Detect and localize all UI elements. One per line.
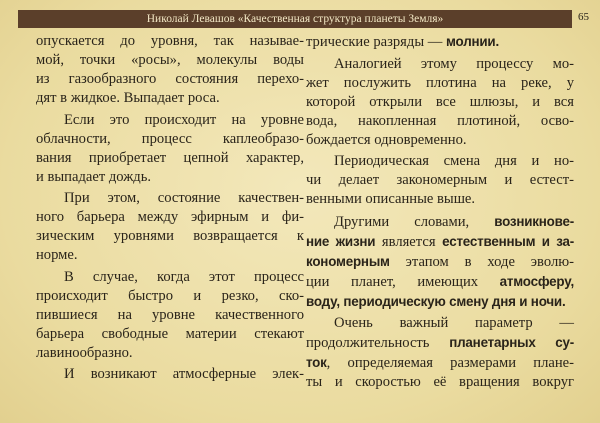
text-line: В случае, когда этот процесс [64, 268, 304, 285]
text-span: , определяемая размерами плане- [326, 355, 574, 371]
text-span: продолжительность [306, 335, 430, 351]
highlight-term: молнии. [446, 34, 499, 49]
text-line: жет послужить плотина на реке, у [306, 74, 574, 91]
highlight-term: кономерным [306, 253, 390, 269]
page-number: 65 [578, 11, 589, 23]
highlight-term: воду, периодическую смену дня и ночи. [306, 293, 566, 309]
highlight-term: атмосферу, [499, 273, 574, 289]
text-line [306, 292, 574, 312]
text-line: И возникают атмосферные элек- [64, 366, 304, 382]
text-line: чи делает закономерным и естест- [306, 172, 574, 188]
text-span: ции планет, имеющих [306, 273, 479, 290]
text-line [306, 353, 574, 373]
header-title: Николай Левашов «Качественная структура планеты Земля» [146, 13, 444, 25]
text-line: дят в жидкое. Выпадает роса. [36, 90, 220, 106]
text-line: пившиеся на уровне качественного [36, 306, 304, 323]
paragraph [306, 55, 574, 150]
paragraph [306, 152, 574, 209]
highlight-term: ние жизни [306, 233, 376, 249]
text-line [306, 32, 574, 52]
text-line [306, 272, 574, 292]
text-line: облачности, процесс каплеобразо- [36, 130, 304, 147]
right-column [306, 32, 574, 392]
text-line [306, 252, 574, 272]
text-span: трические разряды — [306, 34, 443, 50]
paragraph [306, 212, 574, 312]
text-line: ты и скоростью её вращения вокруг [306, 374, 574, 390]
text-line: опускается до уровня, так называе- [36, 33, 304, 49]
paragraph [306, 32, 574, 52]
text-line: Периодическая смена дня и но- [334, 153, 574, 169]
text-line: происходит быстро и резко, ско- [36, 287, 304, 304]
left-column [36, 32, 304, 384]
text-line [306, 232, 574, 252]
text-line: бождается одновременно. [306, 131, 467, 148]
text-line: вания приобретает цепной характер, [36, 149, 304, 166]
paragraph [36, 32, 304, 108]
text-line: из газообразного состояния перехо- [36, 71, 304, 87]
text-span: Другими словами, [334, 213, 470, 230]
text-line: венными описанные выше. [306, 191, 476, 207]
highlight-term: естественным и за- [442, 233, 575, 249]
paragraph [36, 189, 304, 265]
text-line: Аналогией этому процессу мо- [334, 55, 574, 72]
text-line: Если это происходит на уровне [64, 111, 304, 128]
text-line: норме. [36, 247, 78, 263]
text-span: является [381, 233, 436, 250]
text-line: зическим уровнями возвращается к [36, 228, 304, 244]
text-line [306, 212, 574, 232]
running-header [18, 10, 572, 28]
paragraph [306, 314, 574, 392]
paragraph [36, 268, 304, 363]
text-span: этапом в ходе эволю- [405, 253, 574, 270]
highlight-term: планетарных су- [449, 335, 574, 350]
highlight-term: возникнове- [494, 213, 574, 229]
text-line: и выпадает дождь. [36, 168, 152, 185]
paragraph [36, 111, 304, 187]
text-line: При этом, состояние качествен- [64, 190, 304, 206]
text-line: барьера свободные материи стекают [36, 325, 304, 342]
text-line [306, 333, 574, 353]
text-line: лавинообразно. [36, 344, 133, 361]
text-line: ного барьера между эфирным и фи- [36, 209, 304, 225]
text-line: вода, накопленная плотиной, осво- [306, 112, 574, 129]
highlight-term: ток [306, 355, 327, 370]
paragraph [36, 365, 304, 384]
text-line: Очень важный параметр — [334, 315, 574, 331]
text-line: которой открыли все шлюзы, и вся [306, 93, 574, 110]
text-line: мой, точки «росы», молекулы воды [36, 52, 304, 68]
